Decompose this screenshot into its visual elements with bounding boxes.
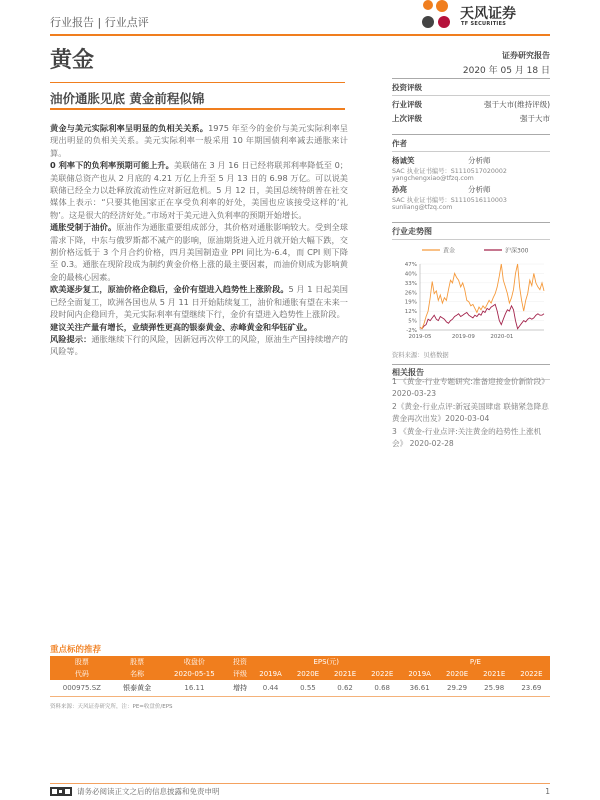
page-number: 1	[545, 787, 550, 796]
industry-rating-label: 行业评级	[392, 100, 422, 109]
author-role: 分析师	[468, 156, 491, 165]
report-date: 2020 年 05 月 18 日	[462, 66, 550, 76]
divider	[392, 239, 550, 240]
col-header: 评级	[228, 668, 251, 680]
authors-heading: 作者	[392, 139, 407, 148]
divider	[392, 364, 550, 365]
col-header: P/E	[401, 656, 550, 668]
divider	[50, 108, 345, 110]
paragraph	[50, 321, 348, 333]
cell: 16.11	[160, 680, 228, 696]
y-tick-label: 12%	[404, 309, 417, 316]
col-header: 2019A	[252, 668, 290, 680]
page-title: 黄金	[50, 48, 95, 73]
col-header: 2020E	[289, 668, 326, 680]
col-header: 2021E	[476, 668, 513, 680]
y-tick-label: -2%	[406, 328, 417, 334]
col-header: 代码	[50, 668, 114, 680]
col-header: 股票	[114, 656, 161, 668]
para-text: 1975 年至今的金价与美元实际利率呈现出明显的负相关关系。美元实际利率一般采用 10 年期国债利率减去通胀来计算。	[50, 123, 348, 158]
para-text: 5 月 1 日起美国已经全面复工，欧洲各国也从 5 月 11 日开始陆续复工，油价和通胀有望在未来一段时间内企稳回升，美元实际利率有望继续下行，金价有望进入趋势性上涨阶段。	[50, 284, 348, 320]
y-tick-label: 26%	[404, 290, 417, 297]
logo-icon	[418, 0, 458, 34]
legend-label: 沪深300	[505, 247, 529, 255]
para-lead: 黄金与美元实际利率呈明显的负相关关系。	[50, 123, 209, 133]
table-note: 资料来源：天风证券研究所，注：PE=收盘价/EPS	[50, 703, 173, 710]
table-row	[50, 680, 550, 696]
para-lead: 通胀受制于油价。	[50, 222, 117, 233]
divider	[392, 134, 550, 135]
footer-divider	[50, 783, 550, 784]
y-tick-label: 40%	[404, 271, 417, 278]
cell: 银泰黄金	[114, 680, 161, 696]
industry-rating: 强于大市(维持评级)	[484, 100, 550, 109]
col-header: 2019A	[401, 668, 439, 680]
divider	[392, 95, 550, 96]
related-report-link[interactable]: 2《黄金-行业点评:新冠美国肆虐 联储紧急降息 黄金再次出发》2020-03-04	[392, 401, 549, 424]
col-header: 投资	[228, 656, 251, 668]
col-header: 2020E	[439, 668, 476, 680]
cell: 0.44	[252, 680, 290, 696]
col-header: EPS(元)	[252, 656, 401, 668]
footer	[50, 786, 550, 797]
x-tick-label: 2019-05	[408, 334, 432, 340]
y-tick-label: 47%	[404, 262, 417, 268]
col-header: 收盘价	[160, 656, 228, 668]
report-subtitle: 油价通胀见底 黄金前程似锦	[50, 91, 205, 106]
logo-subtext: TF SECURITIES	[461, 21, 507, 27]
paragraph	[50, 333, 348, 358]
divider	[392, 222, 550, 223]
col-header: 2020-05-15	[160, 668, 228, 680]
para-text: 美联储在 3 月 16 日已经将联邦利率降低至 0；美联储总资产也从 2 月底的 4.21 万亿上升至 5 月 13 日的 6.98 万亿。可以说美联储已经全力以赴释放流动性应对新冠危机。5 月 12 日，美国总统特朗普在社交媒体上表示：“只要其他国家正在享受负利率的好处，美国也应该接受这样的‘礼物’。这是很大的经济好处。”市场对于美元进入负利率的预期开始增长。	[50, 160, 348, 220]
author-email[interactable]: yangchengxiao@tfzq.com	[392, 175, 474, 182]
table-title: 重点标的推荐	[50, 645, 102, 655]
para-lead: 欧美逐步复工，原油价格企稳后，金价有望进入趋势性上涨阶段。	[50, 284, 289, 295]
author-name: 杨诚笑	[392, 156, 415, 165]
author	[392, 184, 550, 211]
cell: 增持	[228, 680, 251, 696]
x-tick-label: 2020-01	[490, 334, 514, 340]
tf-securities-logo	[418, 0, 558, 34]
cell: 36.61	[401, 680, 439, 696]
report-body	[50, 122, 348, 358]
chart-heading: 行业走势图	[392, 227, 432, 236]
col-header: 2022E	[513, 668, 550, 680]
table-header-row	[50, 656, 550, 668]
header-divider	[50, 34, 550, 36]
industry-trend-chart	[392, 242, 550, 342]
cell: 000975.SZ	[50, 680, 114, 696]
para-lead: 风险提示：	[50, 333, 92, 344]
table-header-row	[50, 668, 550, 680]
author-role: 分析师	[468, 185, 491, 194]
para-text: 原油作为通胀重要组成部分，其价格对通胀影响较大。受到全球需求下降，中东与俄罗斯都不减产的影响，原油期货进入近月就开始大幅下跌，交割价格远低于 3 个月合约价格，四月美国制造业 PPI 同比为-6.4，而 CPI 则下降至 0.3。通胀在现阶段成为制约黄金价格上涨的最主要因素，而油价则成为影响黄金的最核心因素。	[50, 222, 348, 282]
chart-source: 资料来源：贝格数据	[392, 352, 449, 359]
recommend-table	[50, 656, 550, 710]
paragraph	[50, 283, 348, 320]
col-header: 2022E	[364, 668, 401, 680]
cell: 25.98	[476, 680, 513, 696]
qr-code-icon	[50, 787, 72, 796]
divider	[392, 78, 550, 79]
author-sac: SAC 执业证书编号：S1110517020002	[392, 168, 507, 175]
cell: 29.29	[439, 680, 476, 696]
col-header: 股票	[50, 656, 114, 668]
author	[392, 155, 550, 182]
cell: 0.62	[327, 680, 364, 696]
related-report-link[interactable]: 3 《黄金-行业点评:关注黄金的趋势性上涨机会》 2020-02-28	[392, 426, 542, 449]
disclaimer: 请务必阅读正文之后的信息披露和免责申明	[77, 787, 220, 796]
rating-heading: 投资评级	[392, 83, 422, 92]
report-meta	[392, 50, 550, 211]
related-report-link[interactable]: 1 《黄金-行业专题研究:准备迎接金价新阶段》 2020-03-23	[392, 377, 549, 399]
paragraph	[50, 122, 348, 159]
paragraph	[50, 221, 348, 283]
paragraph	[50, 159, 348, 221]
related-heading: 相关报告	[392, 368, 424, 377]
prev-rating: 强于大市	[520, 114, 550, 123]
report-category: 行业报告 | 行业点评	[50, 16, 149, 29]
col-header: 名称	[114, 668, 161, 680]
report-type: 证券研究报告	[502, 51, 550, 60]
author-sac: SAC 执业证书编号：S1110516110003	[392, 197, 507, 204]
y-tick-label: 5%	[408, 318, 417, 325]
cell: 23.69	[513, 680, 550, 696]
logo-text: 天风证券	[460, 6, 516, 22]
prev-rating-label: 上次评级	[392, 114, 422, 123]
divider	[50, 82, 345, 83]
author-email[interactable]: sunliang@tfzq.com	[392, 204, 453, 211]
x-tick-label: 2019-09	[451, 334, 475, 340]
legend-label: 黄金	[443, 247, 456, 255]
chart-section	[392, 222, 550, 359]
author-name: 孙亮	[392, 185, 407, 194]
para-text: 通胀继续下行的风险，因新冠再次停工的风险，原油生产国持续增产的风险等。	[50, 333, 348, 357]
y-tick-label: 19%	[404, 299, 417, 306]
related-list	[392, 376, 550, 450]
para-lead: 0 利率下的负利率预期可能上升。	[50, 160, 174, 171]
col-header: 2021E	[327, 668, 364, 680]
y-tick-label: 33%	[404, 280, 417, 287]
para-lead: 建议关注产量有增长，业绩弹性更高的银泰黄金、赤峰黄金和华钰矿业。	[50, 321, 313, 332]
divider	[392, 151, 550, 152]
cell: 0.55	[289, 680, 326, 696]
cell: 0.68	[364, 680, 401, 696]
